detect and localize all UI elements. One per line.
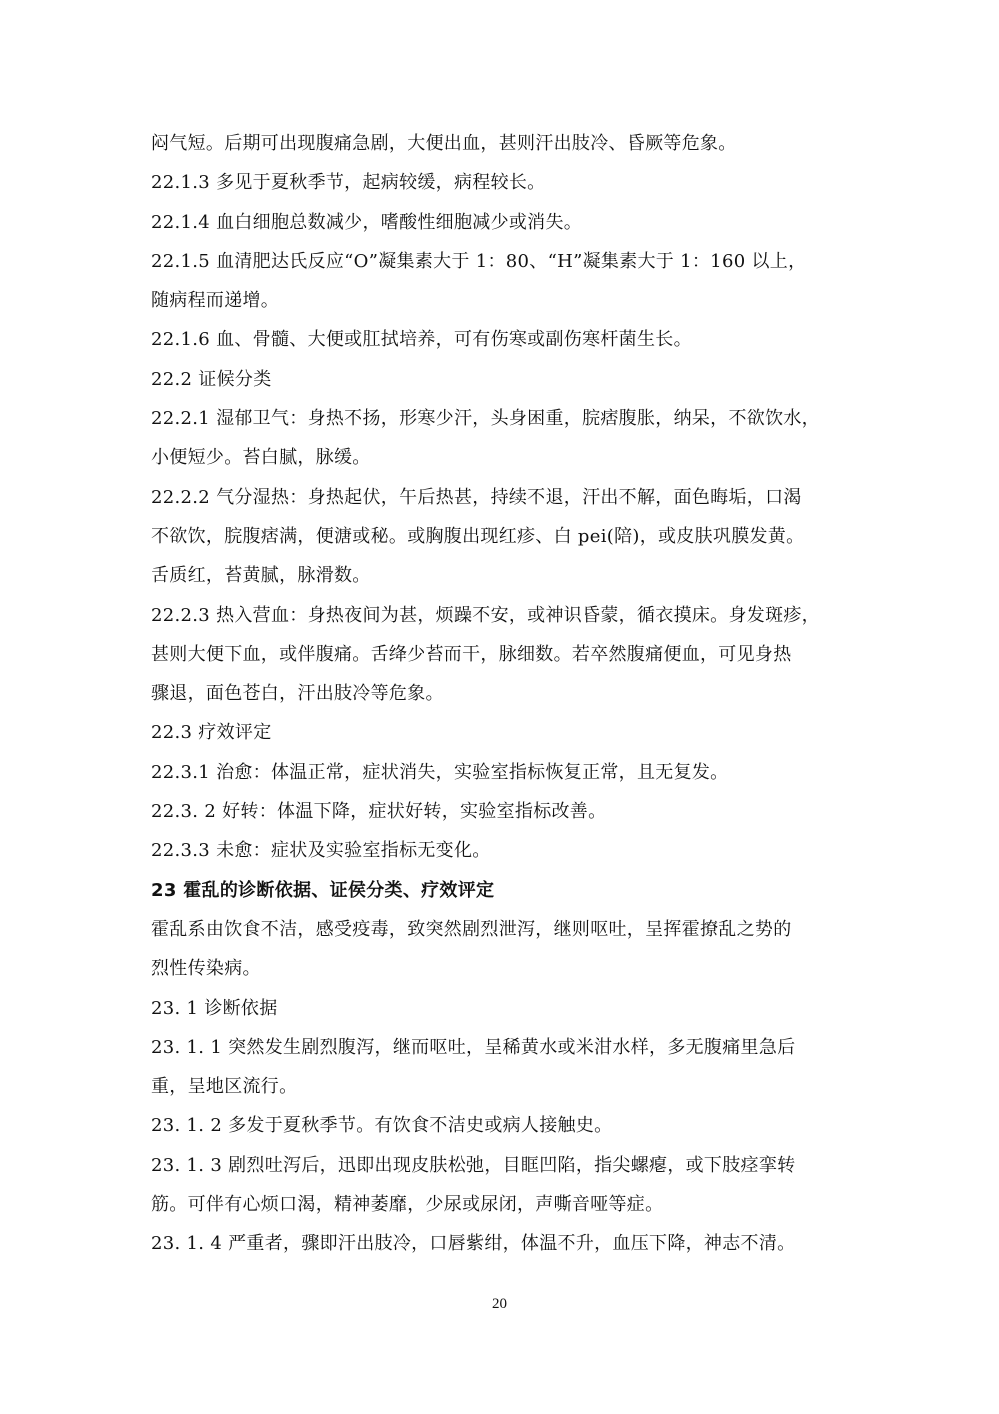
- section-title: 23. 1 诊断依据: [151, 997, 278, 1019]
- text-line: 小便短少。苔白腻，脉缓。: [151, 447, 371, 469]
- text-line: 随病程而递增。: [151, 290, 280, 312]
- text-line: 22.2.1 湿郁卫气：身热不扬，形寒少汗，头身困重，脘痞腹胀，纳呆，不欲饮水，: [151, 408, 820, 430]
- page-number: 20: [492, 1296, 507, 1312]
- text-line: 22.3.3 未愈：症状及实验室指标无变化。: [151, 840, 491, 862]
- text-line: 22.1.3 多见于夏秋季节，起病较缓，病程较长。: [151, 172, 546, 194]
- text-line: 22.1.5 血清肥达氏反应“O”凝集素大于 1：80、“H”凝集素大于 1：160 以上，: [151, 250, 807, 272]
- text-line: 不欲饮，脘腹痞满，便溏或秘。或胸腹出现红疹、白 pei(陪)，或皮肤巩膜发黄。: [151, 525, 805, 547]
- text-line: 23. 1. 1 突然发生剧烈腹泻，继而呕吐，呈稀黄水或米泔水样，多无腹痛里急后: [151, 1036, 796, 1058]
- text-line: 22.2.2 气分湿热：身热起伏，午后热甚，持续不退，汗出不解，面色晦垢，口渴: [151, 486, 802, 508]
- text-line: 筋。可伴有心烦口渴，精神萎靡，少尿或尿闭，声嘶音哑等症。: [151, 1194, 664, 1216]
- text-line: 骤退，面色苍白，汗出肢冷等危象。: [151, 683, 444, 705]
- section-title: 22.2 证候分类: [151, 368, 272, 390]
- text-line: 22.2.3 热入营血：身热夜间为甚，烦躁不安，或神识昏蒙，循衣摸床。身发斑疹，: [151, 604, 820, 626]
- section-title: 22.3 疗效评定: [151, 722, 272, 744]
- text-line: 舌质红，苔黄腻，脉滑数。: [151, 565, 371, 587]
- text-line: 22.1.4 血白细胞总数减少，嗜酸性细胞减少或消失。: [151, 211, 583, 233]
- text-line: 23. 1. 4 严重者，骤即汗出肢冷，口唇紫绀，体温不升，血压下降，神志不清。: [151, 1233, 796, 1255]
- text-line: 22.1.6 血、骨髓、大便或肛拭培养，可有伤寒或副伤寒杆菌生长。: [151, 329, 692, 351]
- text-line: 22.3.1 治愈：体温正常，症状消失，实验室指标恢复正常，且无复发。: [151, 761, 729, 783]
- text-line: 23. 1. 2 多发于夏秋季节。有饮食不洁史或病人接触史。: [151, 1115, 613, 1137]
- text-line: 重，呈地区流行。: [151, 1076, 298, 1098]
- document-body: [151, 124, 851, 1264]
- text-line: 霍乱系由饮食不洁，感受疫毒，致突然剧烈泄泻，继则呕吐，呈挥霍撩乱之势的: [151, 918, 792, 940]
- text-line: 22.3. 2 好转：体温下降，症状好转，实验室指标改善。: [151, 801, 607, 823]
- text-line: 甚则大便下血，或伴腹痛。舌绛少苔而干，脉细数。若卒然腹痛便血，可见身热: [151, 643, 792, 665]
- text-line: 23. 1. 3 剧烈吐泻后，迅即出现皮肤松弛，目眶凹陷，指尖螺瘪，或下肢痉挛转: [151, 1154, 796, 1176]
- text-line: 烈性传染病。: [151, 958, 261, 980]
- text-line: 闷气短。后期可出现腹痛急剧，大便出血，甚则汗出肢冷、昏厥等危象。: [151, 133, 737, 154]
- chapter-heading: 23 霍乱的诊断依据、证侯分类、疗效评定: [151, 879, 495, 901]
